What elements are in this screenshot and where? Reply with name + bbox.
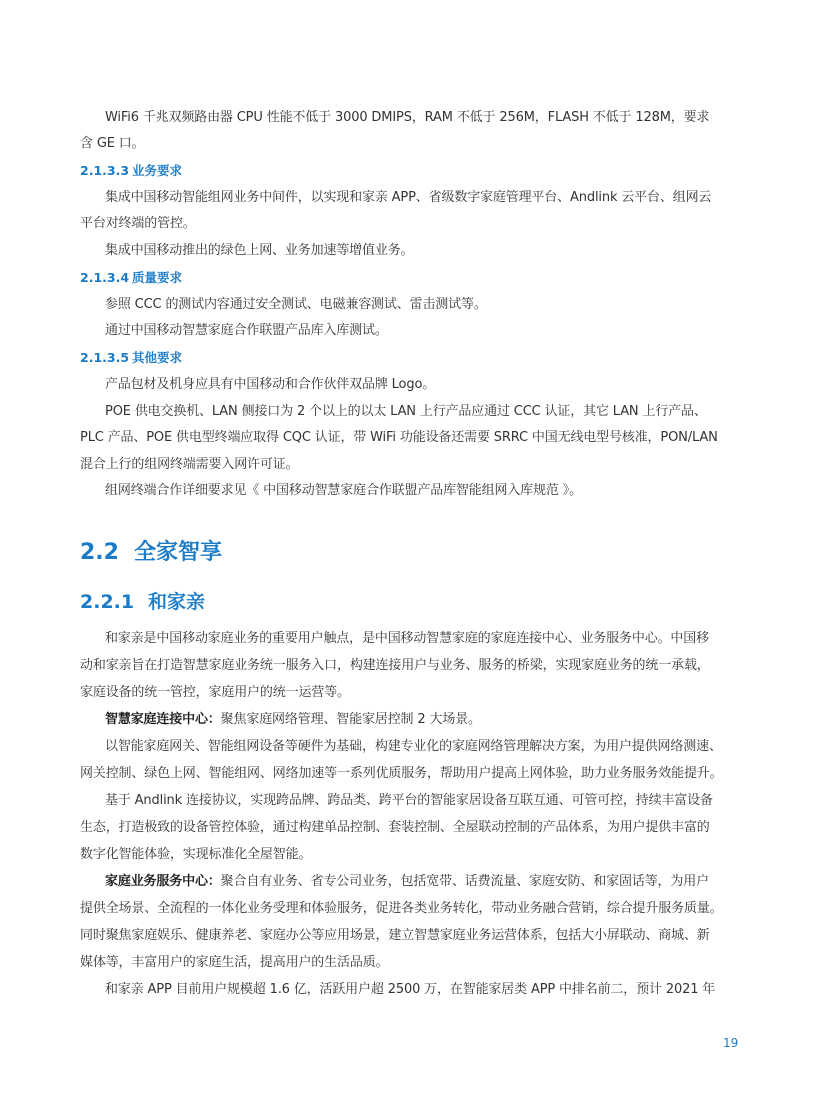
section-title: 和家亲 [148,591,206,613]
paragraph-line: 混合上行的组网终端需要入网许可证。 [80,457,299,472]
page-number: 19 [723,1036,739,1050]
paragraph-line: 同时聚焦家庭娱乐、健康养老、家庭办公等应用场景，建立智慧家庭业务运营体系，包括大小屏联动、商城、新 [80,928,710,943]
paragraph-line: 组网终端合作详细要求见《 中国移动智慧家庭合作联盟产品库智能组网入库规范 》。 [105,483,582,498]
section-number: 2.2.1 [80,591,135,613]
section-number: 2.2 [80,540,119,565]
paragraph-line: WiFi6 千兆双频路由器 CPU 性能不低于 3000 DMIPS，RAM 不低于 256M，FLASH 不低于 128M，要求 [105,110,710,125]
paragraph-line: 媒体等，丰富用户的家庭生活，提高用户的生活品质。 [80,955,389,970]
section-title: 其他要求 [132,350,183,365]
paragraph-line: 基于 Andlink 连接协议，实现跨品牌、跨品类、跨平台的智能家居设备互联互通、可管可控，持续丰富设备 [105,793,713,808]
lead-text: 聚合自有业务、省专公司业务，包括宽带、话费流量、家庭安防、和家固话等，为用户 [220,874,709,889]
section-title: 业务要求 [132,163,183,178]
paragraph-line: PLC 产品、POE 供电型终端应取得 CQC 认证，带 WiFi 功能设备还需要 SRRC 中国无线电型号核准，PON/LAN [80,430,718,445]
paragraph-line [105,873,740,891]
paragraph-line [105,711,740,729]
paragraph-line: 和家亲是中国移动家庭业务的重要用户触点，是中国移动智慧家庭的家庭连接中心、业务服务中心。中国移 [105,631,709,646]
paragraph-line: 通过中国移动智慧家庭合作联盟产品库入库测试。 [105,323,388,338]
paragraph-line: 含 GE 口。 [80,136,145,151]
section-number: 2.1.3.3 [80,163,130,178]
paragraph-line: 网关控制、绿色上网、智能组网、网络加速等一系列优质服务，帮助用户提高上网体验，助力业务服务效能提升。 [80,766,723,781]
section-title: 质量要求 [132,270,183,285]
section-heading-2-1-3-5 [80,349,182,367]
paragraph-line: 集成中国移动智能组网业务中间件，以实现和家亲 APP、省级数字家庭管理平台、Andlink 云平台、组网云 [105,190,712,205]
bold-lead: 家庭业务服务中心： [105,874,221,889]
paragraph-line: 平台对终端的管控。 [80,216,196,231]
section-number: 2.1.3.5 [80,350,130,365]
paragraph-line: 家庭设备的统一管控，家庭用户的统一运营等。 [80,685,350,700]
section-heading-2-1-3-3 [80,162,182,180]
section-heading-2-2-1 [80,589,205,615]
paragraph-line: 集成中国移动推出的绿色上网、业务加速等增值业务。 [105,243,414,258]
paragraph-line: 参照 CCC 的测试内容通过安全测试、电磁兼容测试、雷击测试等。 [105,297,487,312]
section-number: 2.1.3.4 [80,270,130,285]
paragraph-line: 生态，打造极致的设备管控体验，通过构建单品控制、套装控制、全屋联动控制的产品体系，为用户提供丰富的 [80,820,710,835]
paragraph-line: POE 供电交换机、LAN 侧接口为 2 个以上的以太 LAN 上行产品应通过 CCC 认证，其它 LAN 上行产品、 [105,404,707,419]
section-heading-2-1-3-4 [80,269,182,287]
paragraph-line: 产品包材及机身应具有中国移动和合作伙伴双品牌 Logo。 [105,377,436,392]
lead-text: 聚焦家庭网络管理、智能家居控制 2 大场景。 [220,712,481,727]
paragraph-line: 和家亲 APP 目前用户规模超 1.6 亿，活跃用户超 2500 万，在智能家居类 APP 中排名前二，预计 2021 年 [105,982,716,997]
paragraph-line: 数字化智能体验，实现标准化全屋智能。 [80,847,312,862]
paragraph-line: 以智能家庭网关、智能组网设备等硬件为基础，构建专业化的家庭网络管理解决方案，为用户提供网络测速、 [105,739,722,754]
bold-lead: 智慧家庭连接中心： [105,712,221,727]
paragraph-line: 动和家亲旨在打造智慧家庭业务统一服务入口，构建连接用户与业务、服务的桥梁，实现家庭业务的统一承载， [80,658,710,673]
section-title: 全家智享 [134,540,223,565]
section-heading-2-2 [80,539,222,567]
paragraph-line: 提供全场景、全流程的一体化业务受理和体验服务，促进各类业务转化，带动业务融合营销，综合提升服务质量。 [80,901,723,916]
